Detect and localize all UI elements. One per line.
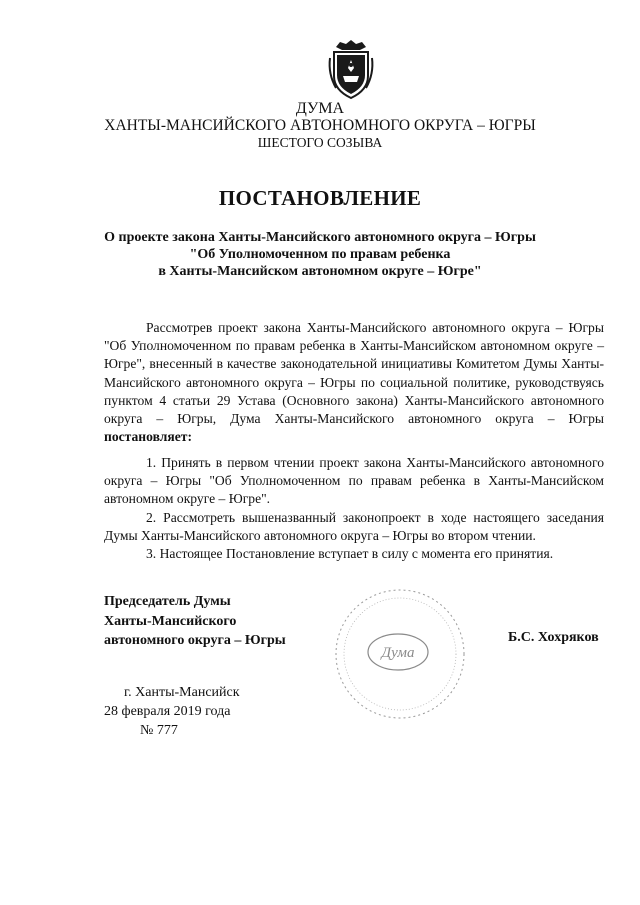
preamble-text: Рассмотрев проект закона Ханты-Мансийского автономного округа – Югры "Об Уполномоченном по правам ребенка в Ханты-Мансийском автономном округе – Югре", внесенный в качестве законодательной инициативы Комитетом Думы Ханты-Мансийского автономного округа – Югры по социальной политике, руководствуясь пунктом 4 статьи 29 Устава (Основного закона) Ханты-Мансийского автономного округа – Югры, Дума Ханты-Мансийского автономного округа – Югры <box>104 320 604 427</box>
org-convocation-line: ШЕСТОГО СОЗЫВА <box>257 135 383 150</box>
coat-of-arms-icon <box>326 38 376 100</box>
resolution-verb: постановляет: <box>104 429 192 445</box>
subject-line: в Ханты-Мансийском автономном округе – Югре" <box>158 264 482 279</box>
org-region-line: ХАНТЫ-МАНСИЙСКОГО АВТОНОМНОГО ОКРУГА – ЮГРЫ <box>104 117 536 134</box>
subject-line: "Об Уполномоченном по правам ребенка <box>189 247 451 262</box>
document-number: № 777 <box>140 723 178 738</box>
issue-city: г. Ханты-Мансийск <box>124 685 240 700</box>
resolution-items <box>104 454 604 563</box>
issue-date: 28 февраля 2019 года <box>104 704 231 719</box>
resolution-item: 2. Рассмотреть вышеназванный законопроект в ходе настоящего заседания Думы Ханты-Мансийского автономного округа – Югры во втором чтении. <box>104 509 604 543</box>
signatory-name: Б.С. Хохряков <box>508 630 599 645</box>
stamp-text: Дума <box>381 645 415 661</box>
resolution-item: 3. Настоящее Постановление вступает в силу с момента его принятия. <box>146 546 554 562</box>
official-seal-stamp <box>330 584 470 724</box>
document-subject <box>0 229 640 280</box>
document-type-title: ПОСТАНОВЛЕНИЕ <box>218 186 422 210</box>
issuing-authority <box>0 100 640 151</box>
org-name-line: ДУМА <box>295 100 345 117</box>
place-date-number <box>104 683 240 740</box>
preamble-paragraph <box>104 319 604 446</box>
subject-line: О проекте закона Ханты-Мансийского автономного округа – Югры <box>104 230 536 245</box>
signatory-title: Председатель Думы Ханты-Мансийского автономного округа – Югры <box>104 594 286 648</box>
resolution-item: 1. Принять в первом чтении проект закона Ханты-Мансийского автономного округа – Югры "Об Уполномоченном по правам ребенка в Ханты-Мансийском автономном округе – Югре". <box>104 455 604 507</box>
